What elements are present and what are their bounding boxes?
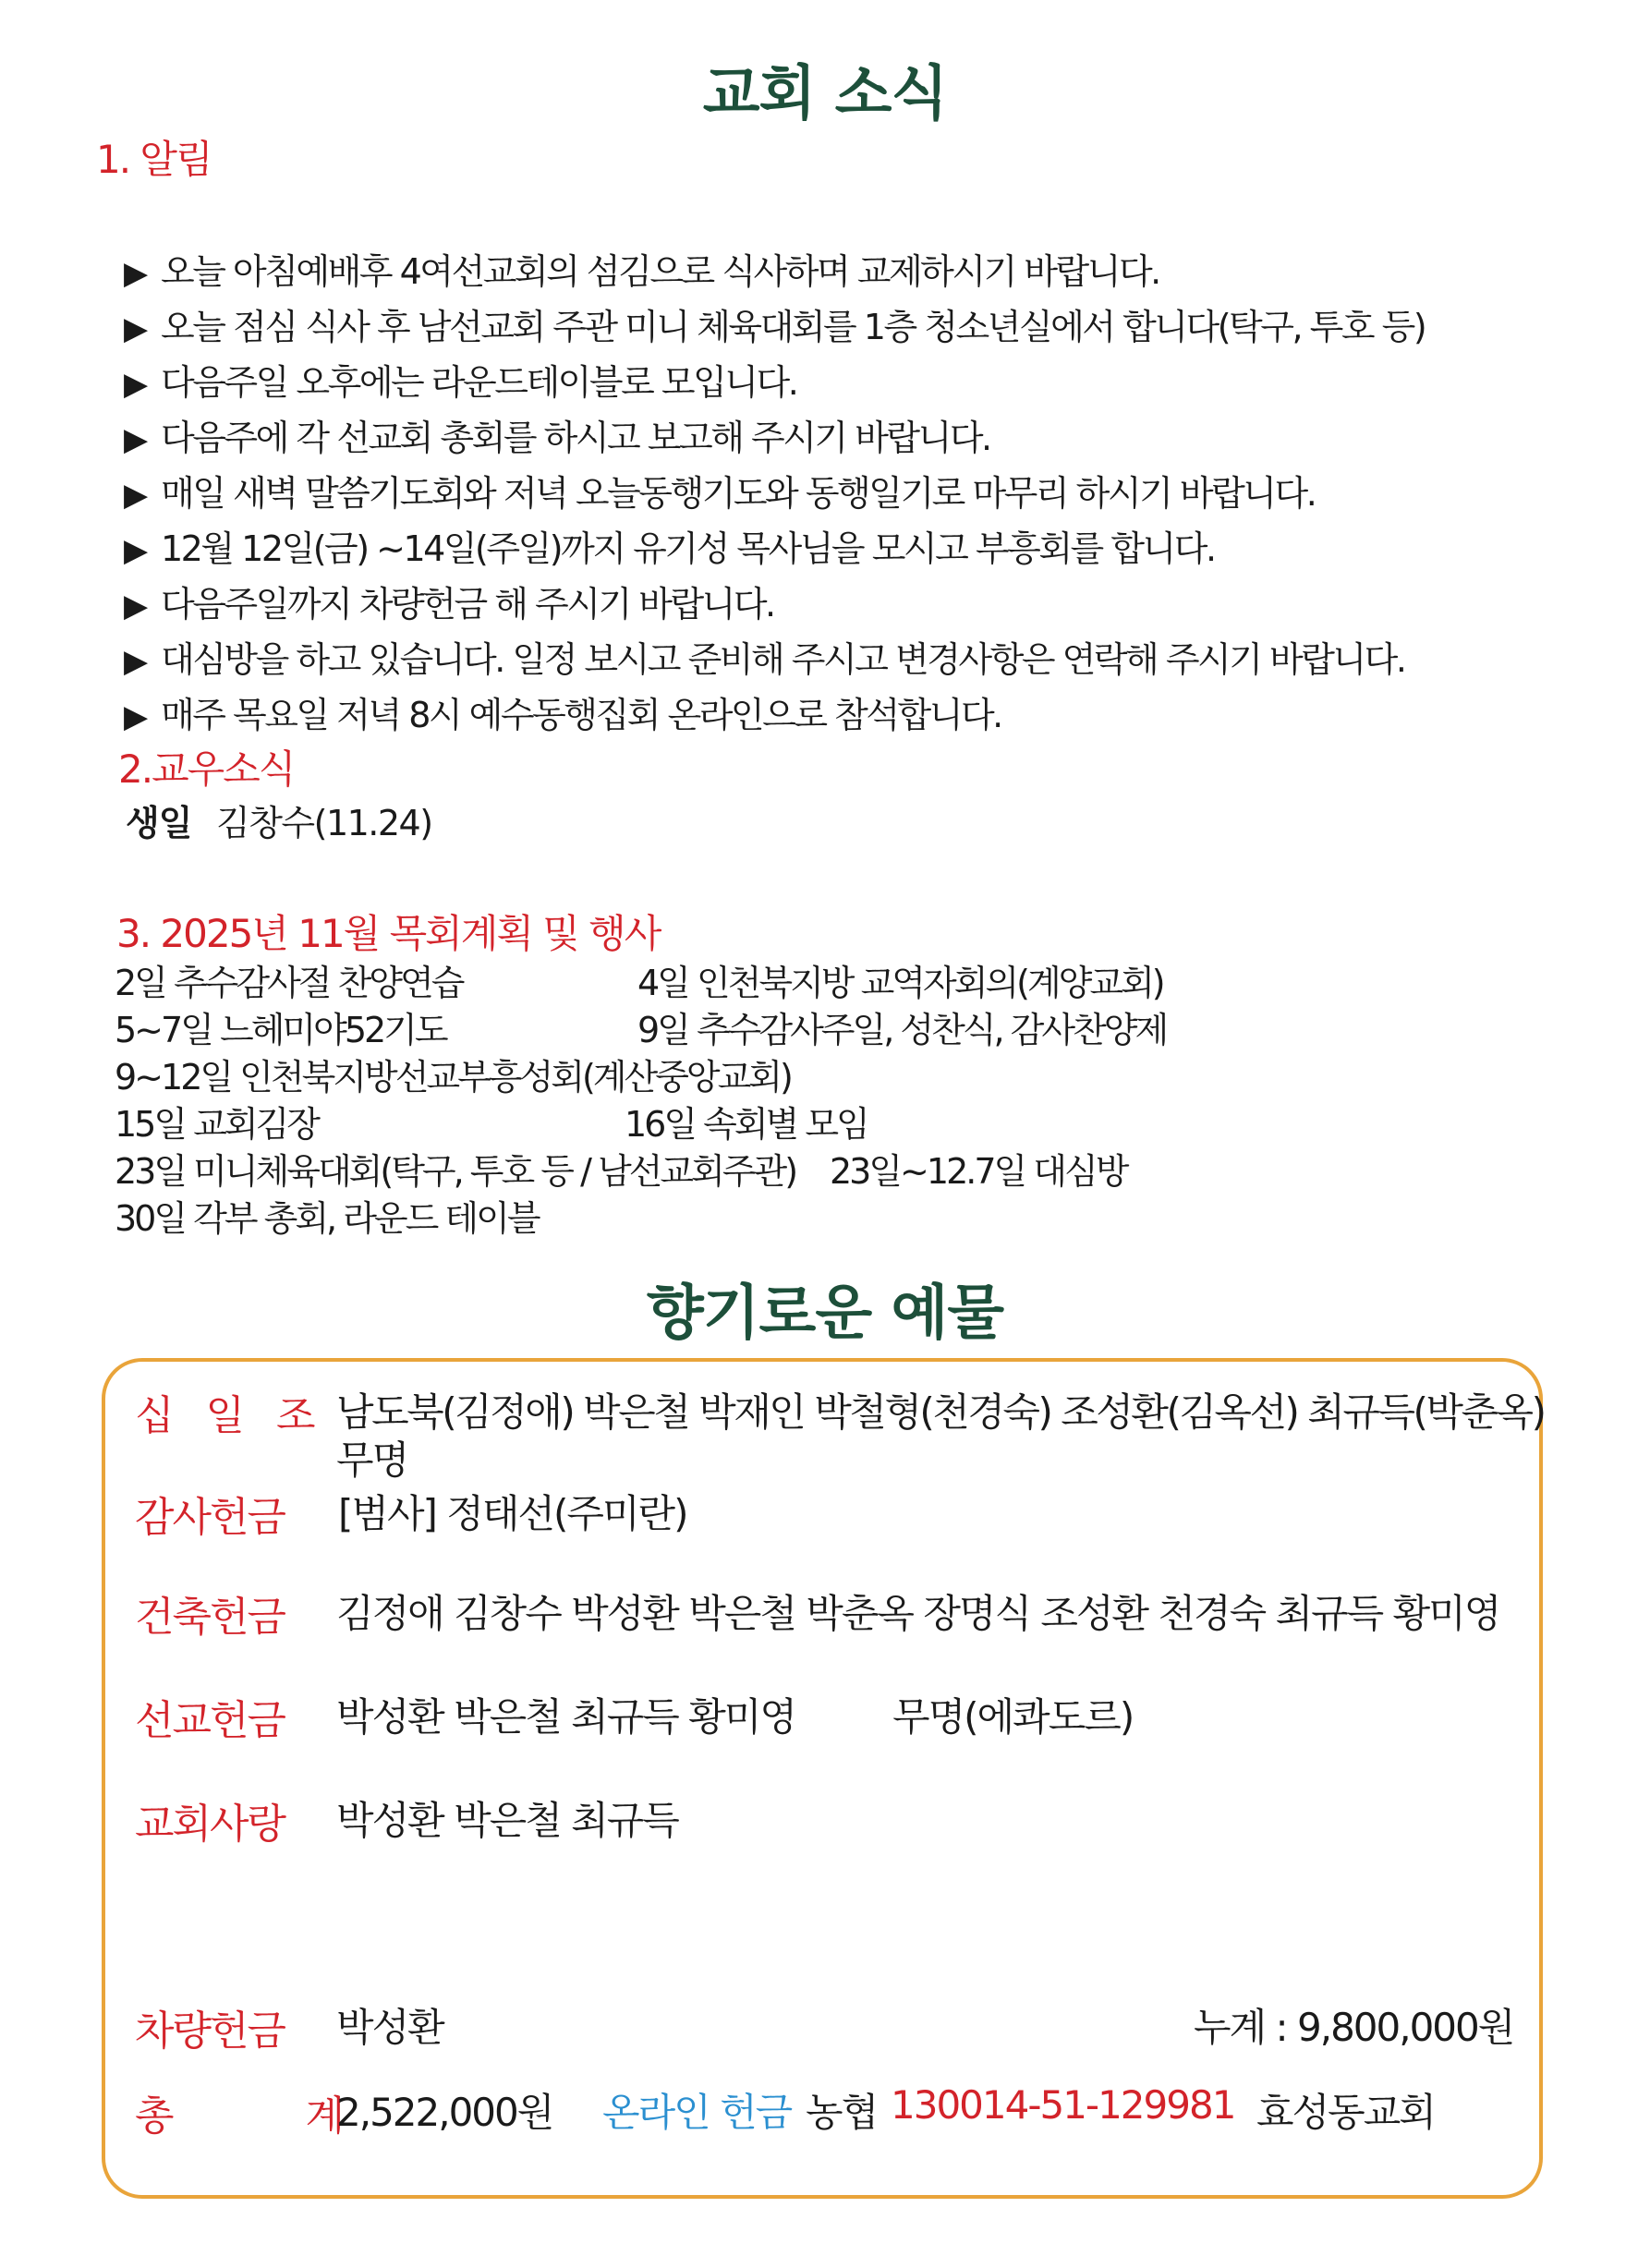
plan-item: 4일 인천북지방 교역자회의(계양교회) — [637, 963, 1163, 1003]
church-name: 효성동교회 — [1256, 2090, 1435, 2135]
church-love-names: 박성환 박은철 최규득 — [336, 1798, 678, 1843]
offering-box — [102, 1358, 1543, 2199]
birthday-value: 김창수(11.24) — [216, 803, 432, 843]
plan-item: 15일 교회김장 — [115, 1104, 318, 1145]
vehicle-names: 박성환 — [336, 2005, 443, 2050]
notice-item: ▶ 오늘 점심 식사 후 남선교회 주관 미니 체육대회를 1층 청소년실에서 합니다(탁구, 투호 등) — [124, 307, 1426, 347]
notice-item: ▶ 12월 12일(금) ~14일(주일)까지 유기성 목사님을 모시고 부흥회를 합니다. — [124, 528, 1215, 569]
plan-item: 5~7일 느헤미야52기도 — [115, 1010, 446, 1050]
bullet-icon: ▶ — [124, 643, 146, 680]
total-value: 2,522,000원 — [336, 2090, 553, 2135]
church-love-label: 교회사랑 — [135, 1801, 285, 1848]
plan-item: 16일 속회별 모임 — [625, 1104, 867, 1145]
building-names: 김정애 김창수 박성환 박은철 박춘옥 장명식 조성환 천경숙 최규득 황미영 — [336, 1591, 1500, 1636]
notice-item: ▶ 다음주일까지 차량헌금 해 주시기 바랍니다. — [124, 584, 774, 625]
notice-item: ▶ 오늘 아침예배후 4여선교회의 섬김으로 식사하며 교제하시기 바랍니다. — [124, 251, 1159, 292]
plan-item: 23일 미니체육대회(탁구, 투호 등 / 남선교회주관) — [115, 1151, 796, 1192]
mission-extra: 무명(에콰도르) — [892, 1694, 1134, 1740]
plan-item: 2일 추수감사절 찬양연습 — [115, 963, 463, 1003]
tithe-names-2: 무명 — [336, 1437, 408, 1483]
vehicle-label: 차량헌금 — [135, 2007, 285, 2055]
plan-item: 9~12일 인천북지방선교부흥성회(계산중앙교회) — [115, 1057, 791, 1098]
building-label: 건축헌금 — [135, 1594, 285, 1641]
thanks-names: [범사] 정태선(주미란) — [338, 1491, 687, 1536]
notice-item: ▶ 매일 새벽 말씀기도회와 저녁 오늘동행기도와 동행일기로 마무리 하시기 바랍니다. — [124, 473, 1316, 514]
section-members-heading: 2.교우소식 — [118, 746, 295, 792]
online-offering-label: 온라인 헌금 — [602, 2090, 792, 2135]
bullet-icon: ▶ — [124, 698, 146, 735]
thanks-label: 감사헌금 — [135, 1494, 285, 1541]
bullet-icon: ▶ — [124, 532, 146, 569]
bank-name: 농협 — [806, 2090, 878, 2135]
plan-item: 9일 추수감사주일, 성찬식, 감사찬양제 — [637, 1010, 1167, 1050]
account-number: 130014-51-129981 — [891, 2082, 1235, 2128]
notice-item: ▶ 다음주에 각 선교회 총회를 하시고 보고해 주시기 바랍니다. — [124, 418, 990, 458]
bullet-icon: ▶ — [124, 477, 146, 514]
plan-item: 30일 각부 총회, 라운드 테이블 — [115, 1198, 539, 1239]
total-label: 총 계 — [135, 2092, 404, 2140]
news-title: 교회 소식 — [702, 60, 948, 128]
plan-item: 23일~12.7일 대심방 — [830, 1151, 1127, 1192]
offering-title: 향기로운 예물 — [646, 1280, 1004, 1348]
vehicle-cumulative: 누계 : 9,800,000원 — [1194, 2005, 1514, 2050]
notice-item: ▶ 매주 목요일 저녁 8시 예수동행집회 온라인으로 참석합니다. — [124, 695, 1001, 735]
section-plan-heading: 3. 2025년 11월 목회계획 및 행사 — [116, 911, 661, 956]
bullet-icon: ▶ — [124, 310, 146, 347]
section-notice-heading: 1. 알림 — [96, 137, 212, 182]
notice-item: ▶ 다음주일 오후에는 라운드테이블로 모입니다. — [124, 362, 797, 403]
bullet-icon: ▶ — [124, 366, 146, 403]
bullet-icon: ▶ — [124, 421, 146, 458]
mission-names: 박성환 박은철 최규득 황미영 — [336, 1694, 795, 1740]
bullet-icon: ▶ — [124, 255, 146, 292]
bullet-icon: ▶ — [124, 588, 146, 625]
tithe-label: 십 일 조 — [135, 1392, 325, 1439]
notice-item: ▶ 대심방을 하고 있습니다. 일정 보시고 준비해 주시고 변경사항은 연락해 주시기 바랍니다. — [124, 639, 1405, 680]
mission-label: 선교헌금 — [135, 1697, 285, 1744]
tithe-names: 남도북(김정애) 박은철 박재인 박철형(천경숙) 조성환(김옥선) 최규득(박춘옥) — [336, 1389, 1545, 1435]
birthday-label: 생일 — [126, 803, 192, 843]
